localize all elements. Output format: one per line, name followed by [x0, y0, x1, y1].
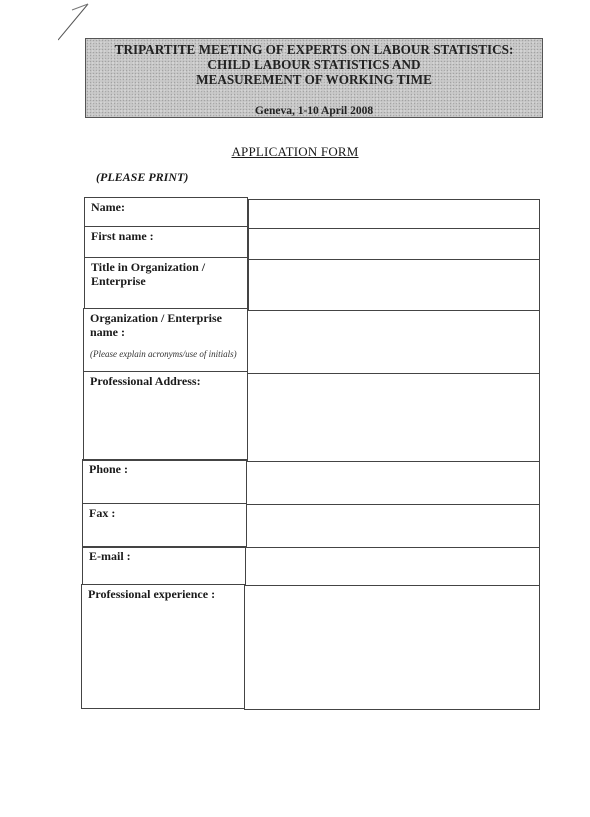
- label-cell-email: [82, 546, 246, 585]
- meeting-title-line-2: CHILD LABOUR STATISTICS AND: [207, 57, 421, 72]
- meeting-date: Geneva, 1-10 April 2008: [254, 105, 374, 117]
- label-cell-experience: [81, 584, 245, 709]
- field-input-experience[interactable]: [244, 585, 540, 710]
- field-input-first-name[interactable]: [248, 228, 540, 260]
- field-input-fax[interactable]: [246, 504, 540, 548]
- field-label-title: Title in Organization / Enterprise: [91, 260, 206, 288]
- field-label-address: Professional Address:: [90, 374, 201, 388]
- label-cell-title: [84, 257, 248, 309]
- label-cell-address: [83, 371, 248, 461]
- meeting-title-line-3: MEASUREMENT OF WORKING TIME: [196, 72, 432, 87]
- field-label-fax: Fax :: [89, 506, 116, 520]
- field-input-organization[interactable]: [247, 310, 540, 374]
- field-label-name: Name:: [91, 200, 125, 214]
- field-input-email[interactable]: [245, 547, 540, 586]
- field-note-organization: (Please explain acronyms/use of initials): [90, 349, 237, 359]
- field-label-organization: Organization / Enterprise name :: [90, 311, 222, 339]
- meeting-title-line-1: TRIPARTITE MEETING OF EXPERTS ON LABOUR STATISTICS:: [114, 42, 514, 57]
- field-input-name[interactable]: [248, 199, 540, 229]
- field-input-address[interactable]: [247, 373, 540, 462]
- meeting-title: [86, 42, 542, 87]
- field-input-title[interactable]: [248, 259, 540, 311]
- label-cell-name: [84, 197, 248, 227]
- please-print-note: (PLEASE PRINT): [96, 170, 189, 184]
- field-label-experience: Professional experience :: [88, 587, 216, 601]
- meeting-header-box: [85, 38, 543, 118]
- form-title: APPLICATION FORM: [231, 144, 359, 159]
- field-input-phone[interactable]: [246, 461, 540, 505]
- field-label-first-name: First name :: [91, 229, 154, 243]
- corner-scan-mark: [58, 2, 92, 42]
- field-label-phone: Phone :: [89, 462, 128, 476]
- label-cell-fax: [82, 503, 247, 548]
- label-cell-first-name: [84, 226, 248, 258]
- label-cell-organization: [83, 308, 248, 372]
- label-cell-phone: [82, 459, 247, 504]
- field-label-email: E-mail :: [89, 549, 131, 563]
